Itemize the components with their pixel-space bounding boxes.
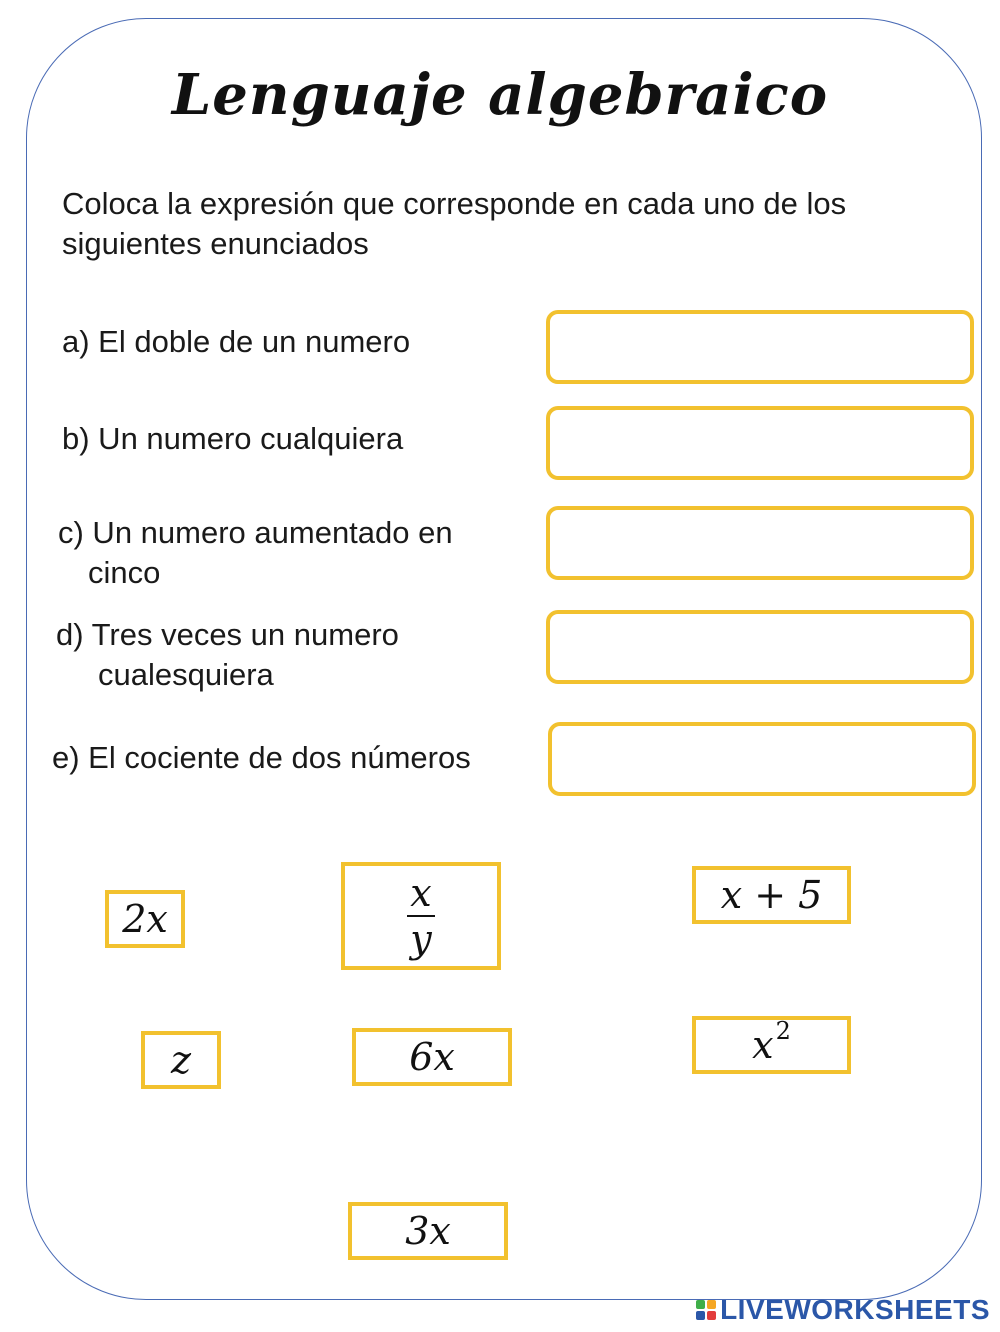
tile-z[interactable] [141,1031,221,1089]
tile-3x-text: 3x [405,1209,451,1253]
fraction [407,873,435,959]
answer-box-c[interactable] [546,506,974,580]
fraction-denominator: y [410,917,432,961]
statement-a-text: a) El doble de un numero [62,324,411,359]
statement-c-text: c) Un numero aumentado en [58,515,453,550]
statement-d [56,615,399,695]
tile-2x[interactable] [105,890,185,948]
statement-e [52,738,471,778]
tile-6x[interactable] [352,1028,512,1086]
logo-text: LIVEWORKSHEETS [720,1294,990,1325]
tile-z-text: z [170,1038,192,1082]
statement-d-continuation: cualesquiera [98,657,274,692]
tile-3x[interactable] [348,1202,508,1260]
tile-x-squared[interactable] [692,1016,851,1074]
statement-d-text: d) Tres veces un numero [56,617,399,652]
answer-box-a[interactable] [546,310,974,384]
tile-2x-text: 2x [122,897,168,941]
tile-x-squared-exponent: 2 [775,1017,791,1045]
tile-x-plus-5[interactable] [692,866,851,924]
liveworksheets-logo-icon [696,1300,716,1320]
statement-b-text: b) Un numero cualquiera [62,421,404,456]
answer-box-e[interactable] [548,722,976,796]
tile-x-squared-base: x [752,1023,774,1067]
page-title: Lenguaje algebraico [171,62,829,128]
instructions-text: Coloca la expresión que corresponde en cada uno de los siguientes enunciados [62,186,847,261]
tile-x-over-y[interactable] [341,862,501,970]
statement-b [62,419,403,459]
answer-box-d[interactable] [546,610,974,684]
liveworksheets-logo[interactable] [696,1294,990,1326]
answer-box-b[interactable] [546,406,974,480]
statement-e-text: e) El cociente de dos números [52,740,471,775]
statement-c [58,513,453,593]
fraction-numerator: x [410,871,432,915]
tile-6x-text: 6x [409,1035,455,1079]
tile-x-plus-5-text: x + 5 [720,873,823,917]
statement-c-continuation: cinco [88,555,161,590]
statement-a [62,322,410,362]
